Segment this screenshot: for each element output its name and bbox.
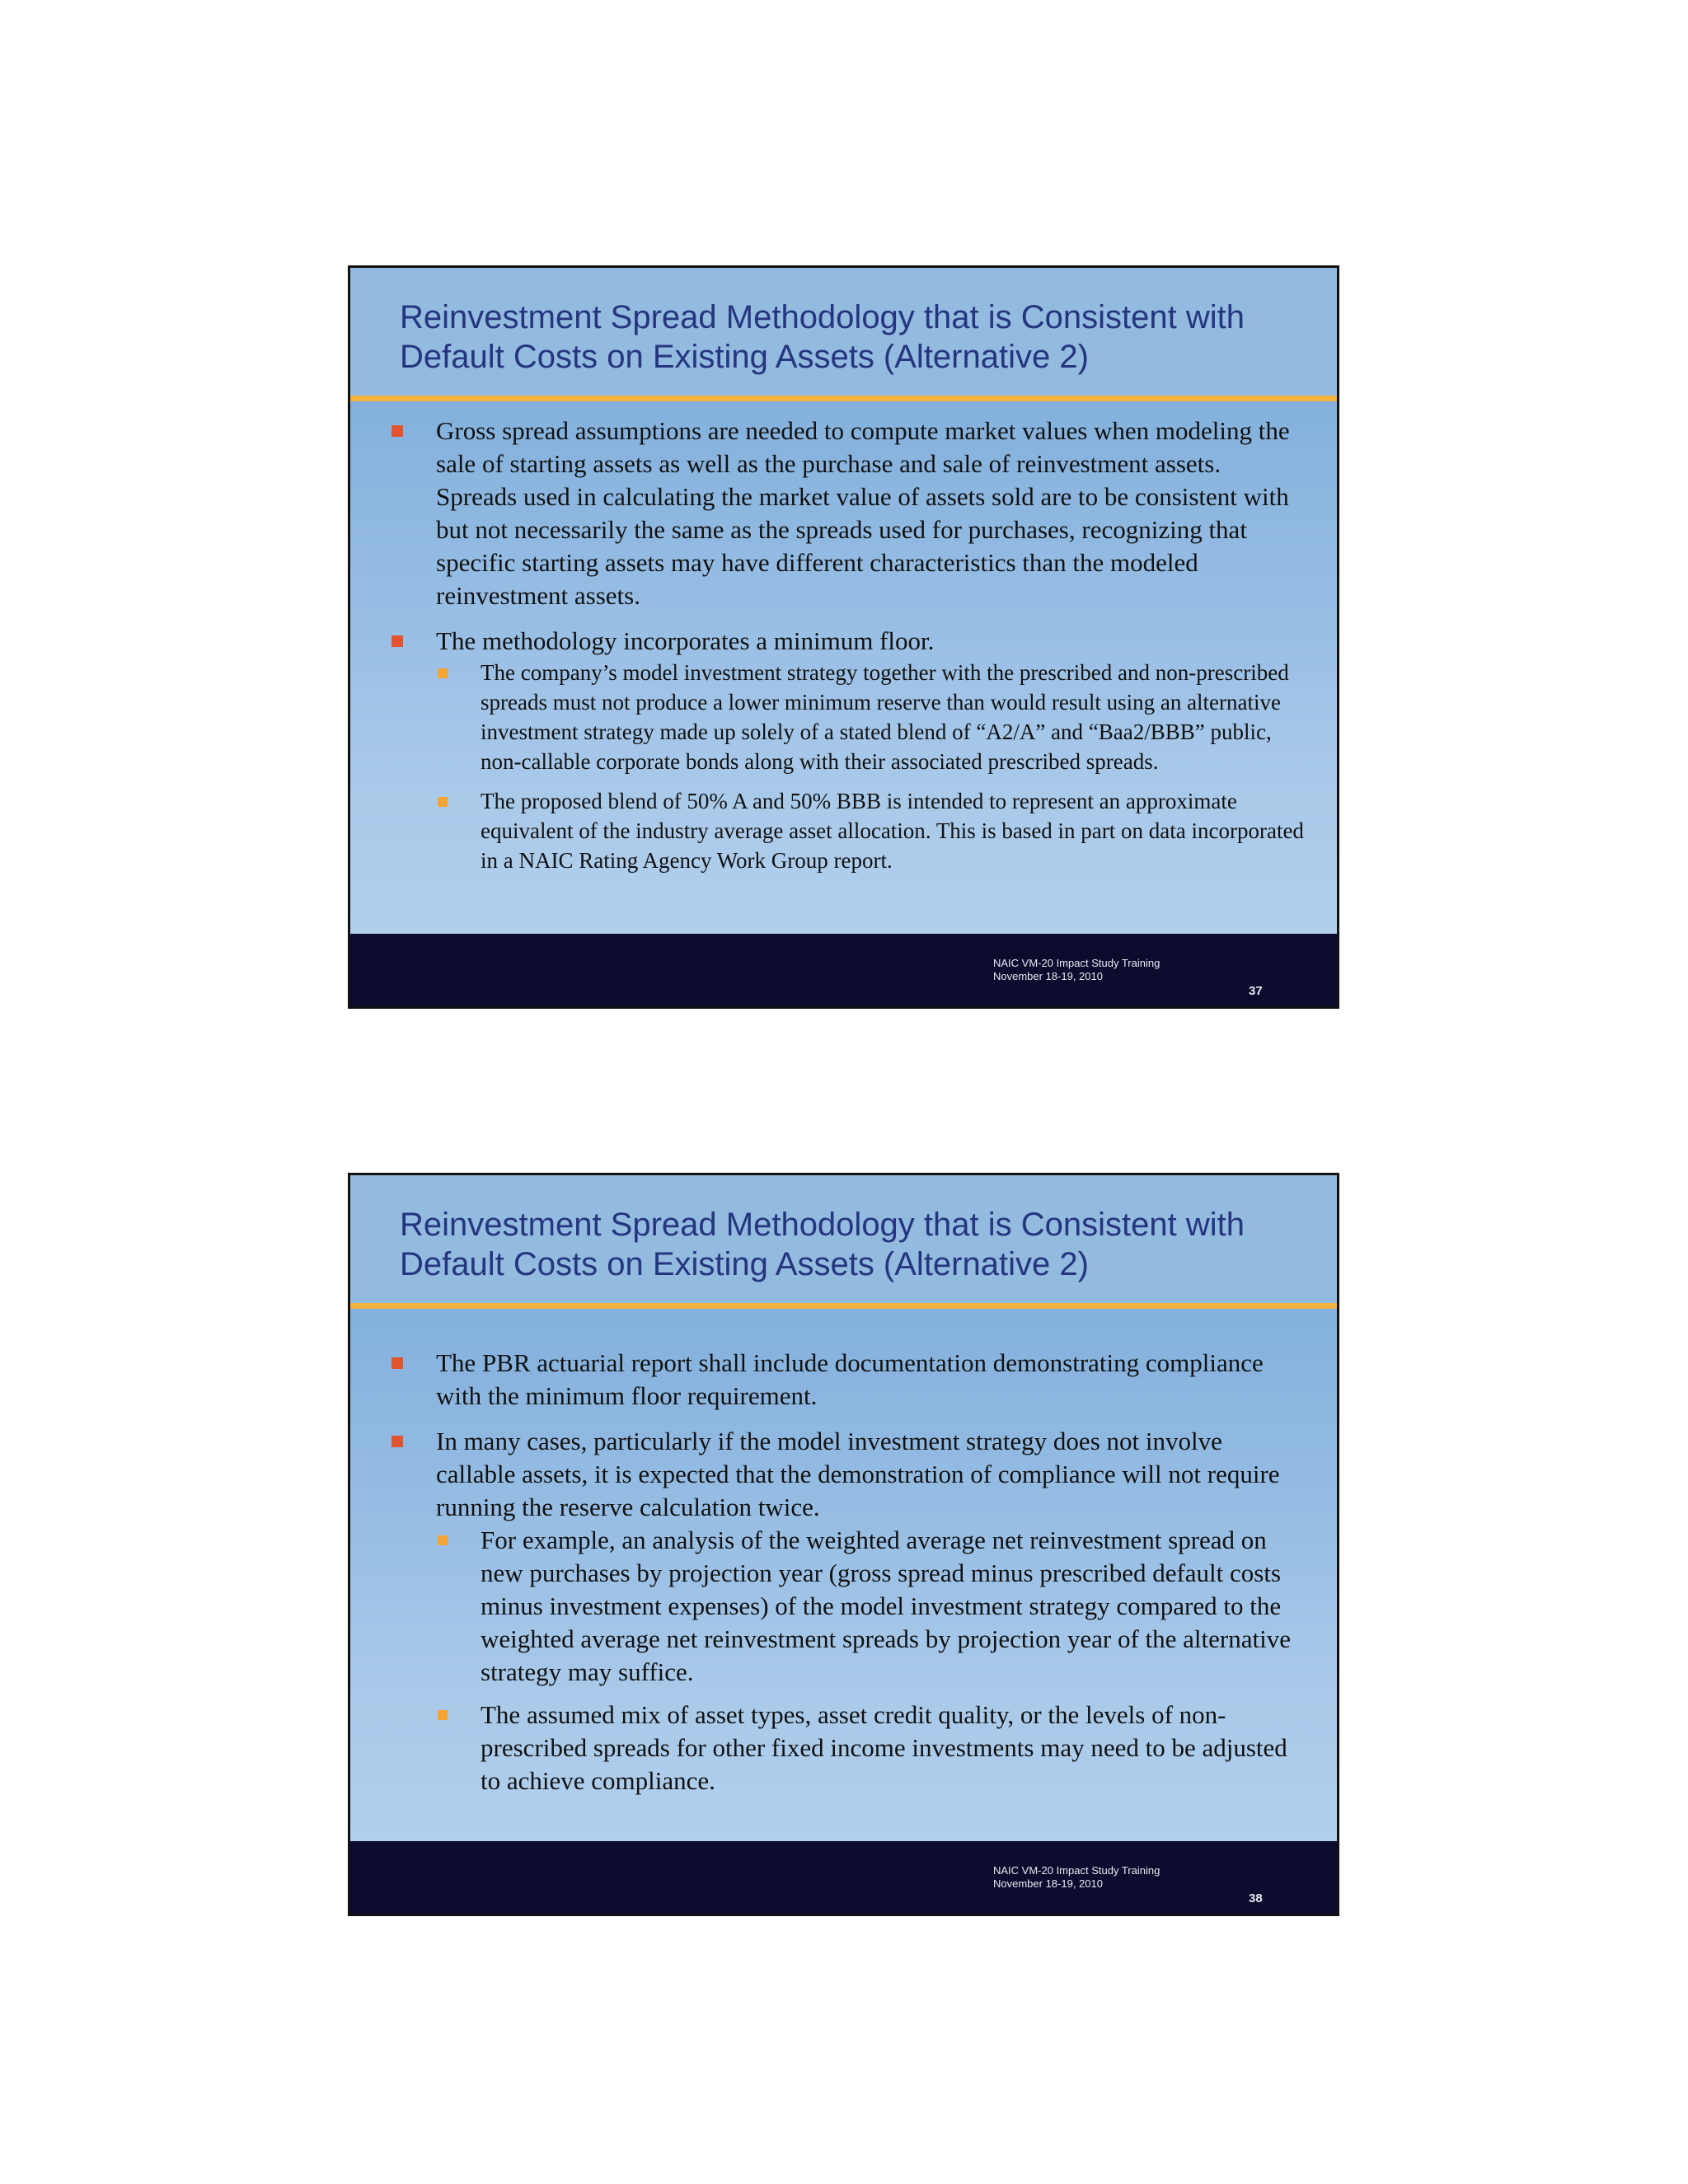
square-bullet-icon (392, 635, 403, 647)
slide-38 (348, 1173, 1339, 1916)
title-divider (350, 1303, 1337, 1309)
bullet-item (392, 625, 1304, 875)
footer-event: NAIC VM-20 Impact Study Training (993, 1864, 1160, 1877)
small-square-bullet-icon (438, 1710, 448, 1720)
slide-title: Reinvestment Spread Methodology that is Consistent with Default Costs on Existing Assets (Alternative 2) (400, 1207, 1245, 1282)
sub-bullet-item (393, 786, 1304, 875)
bullet-item (392, 1347, 1304, 1413)
sub-bullet-text: The assumed mix of asset types, asset credit quality, or the levels of non-prescribed spreads for other fixed income investments may need to be adjusted to achieve compliance. (481, 1700, 1287, 1795)
footer-date: November 18-19, 2010 (993, 1877, 1103, 1890)
sub-bullet-item (393, 658, 1304, 776)
bullet-text: The methodology incorporates a minimum floor. (436, 626, 935, 655)
small-square-bullet-icon (438, 797, 448, 807)
sub-bullet-item (393, 1524, 1304, 1689)
footer-band (350, 1841, 1337, 1914)
slide-37 (348, 265, 1339, 1009)
bullet-text: The PBR actuarial report shall include documentation demonstrating compliance with the minimum floor requirement. (436, 1348, 1264, 1410)
bullet-item (392, 1425, 1304, 1797)
page-number: 38 (1249, 1891, 1263, 1905)
footer-date: November 18-19, 2010 (993, 970, 1103, 982)
sub-bullet-item (393, 1699, 1304, 1797)
sub-bullet-text: For example, an analysis of the weighted average net reinvestment spread on new purchases by projection year (gross spread minus prescribed default costs minus investment expenses) of the model investment strategy compared to the weighted average net reinvestment spreads by projection year of the alternative strategy may suffice. (481, 1526, 1291, 1686)
footer-event: NAIC VM-20 Impact Study Training (993, 957, 1160, 969)
bullet-item (392, 415, 1304, 612)
bullet-text: Gross spread assumptions are needed to compute market values when modeling the sale of starting assets as well as the purchase and sale of reinvestment assets. Spreads used in calculating the market value of assets sold are to be consistent with but not necessarily the same as the spreads used for purchases, recognizing that specific starting assets may have different characteristics than the modeled reinvestment assets. (436, 416, 1290, 610)
sub-bullet-text: The proposed blend of 50% A and 50% BBB is intended to represent an approximate equivalent of the industry average asset allocation. This is based in part on data incorporated in a NAIC Rating Agency Work Group report. (481, 789, 1304, 873)
bullet-text: In many cases, particularly if the model investment strategy does not involve callable assets, it is expected that the demonstration of compliance will not require running the reserve calculation twice. (436, 1427, 1280, 1521)
square-bullet-icon (392, 1436, 403, 1447)
title-divider (350, 396, 1337, 401)
slide-body (392, 1347, 1304, 1810)
small-square-bullet-icon (438, 668, 448, 678)
small-square-bullet-icon (438, 1535, 448, 1545)
square-bullet-icon (392, 1357, 403, 1369)
sub-bullet-text: The company’s model investment strategy together with the prescribed and non-prescribed spreads must not produce a lower minimum reserve than would result using an alternative investment strategy made up solely of a stated blend of “A2/A” and “Baa2/BBB” public, non-callable corporate bonds along with their associated prescribed spreads. (481, 660, 1289, 774)
slide-body (392, 415, 1304, 888)
slide-title: Reinvestment Spread Methodology that is Consistent with Default Costs on Existing Assets (Alternative 2) (400, 299, 1245, 375)
square-bullet-icon (392, 425, 403, 437)
footer-band (350, 934, 1337, 1006)
page-number: 37 (1249, 984, 1263, 998)
